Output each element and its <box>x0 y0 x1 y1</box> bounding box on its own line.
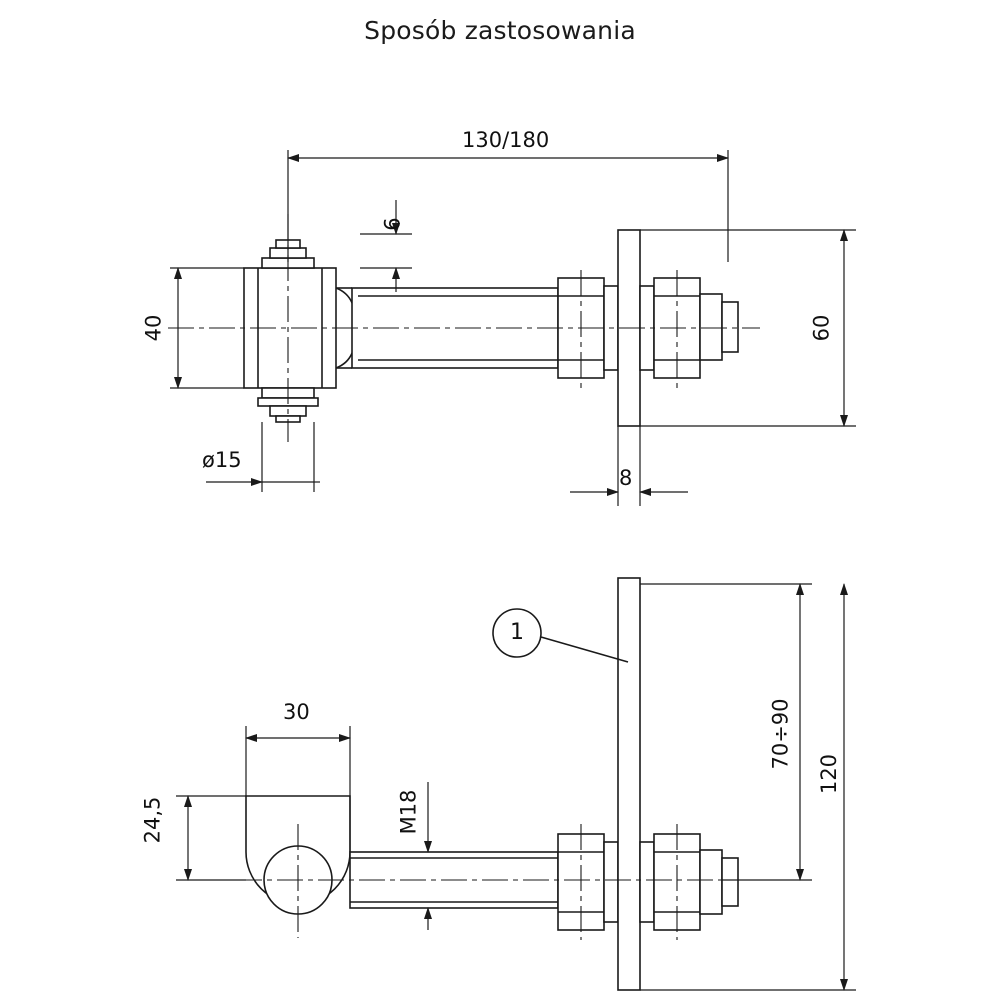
page-title: Sposób zastosowania <box>364 16 636 45</box>
dimension-label-40: 40 <box>141 314 166 342</box>
side-view-geometry <box>246 578 738 990</box>
dimension-label-24-5: 24,5 <box>140 796 165 844</box>
dimension-label-60: 60 <box>809 314 834 342</box>
dimension-label-130-180: 130/180 <box>462 128 550 152</box>
dimension-label-30: 30 <box>283 700 310 724</box>
callout-label-1: 1 <box>510 620 524 645</box>
dimension-label-6: 6 <box>380 217 405 231</box>
dimension-label-70-90: 70÷90 <box>768 698 793 770</box>
dimension-label-m18: M18 <box>396 789 421 835</box>
dimension-label-8: 8 <box>619 466 633 490</box>
dimension-label-diameter-15: ø15 <box>202 448 242 472</box>
top-view-centerlines <box>168 214 760 442</box>
dimension-label-120: 120 <box>817 753 842 795</box>
